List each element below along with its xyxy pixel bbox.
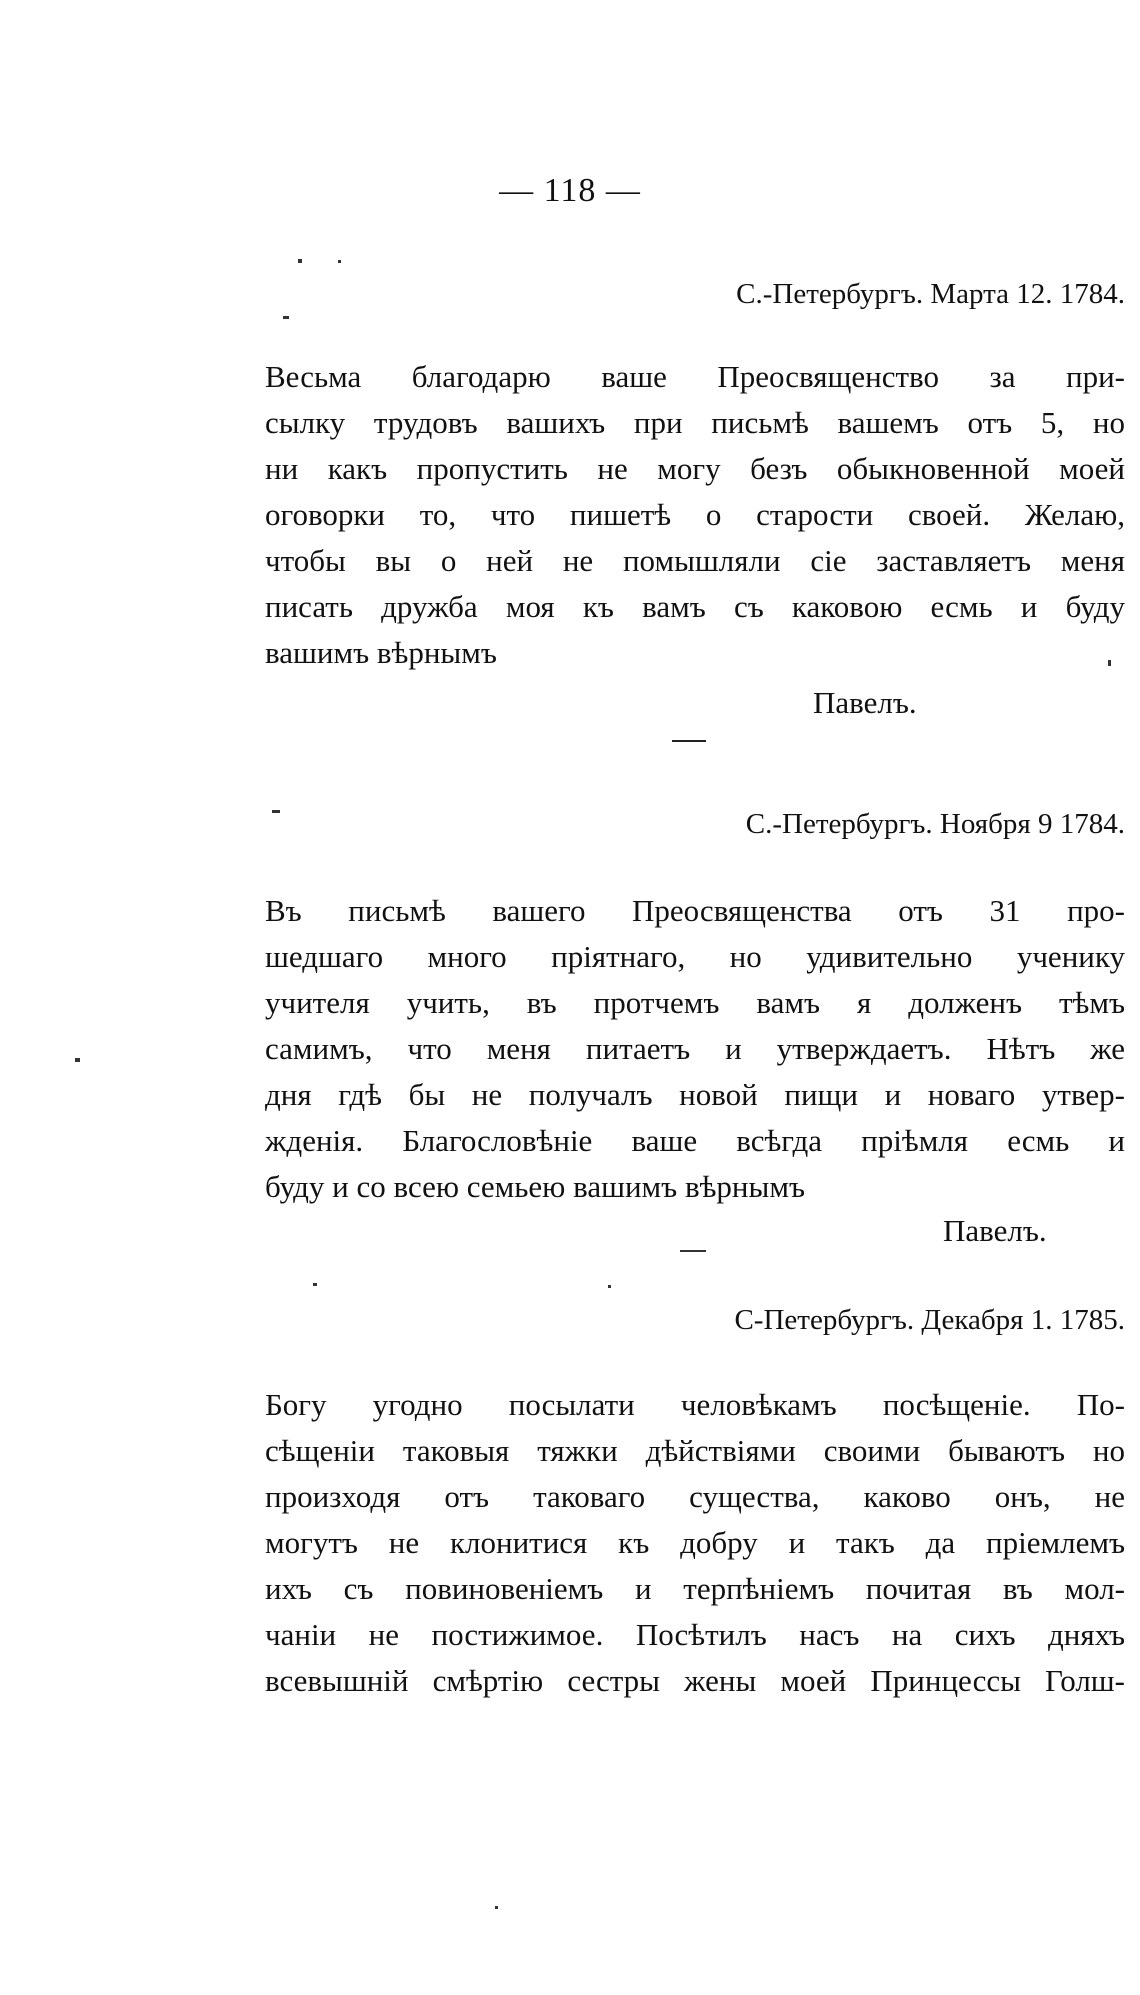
text-line: чтобы вы о ней не помышляли сіе заставляетъ меня	[265, 543, 1125, 578]
text-line: сѣщеніи таковыя тяжки дѣйствіями своими бываютъ но	[265, 1433, 1125, 1468]
letter-dateline: С-Петербургъ. Декабря 1. 1785.	[734, 1304, 1125, 1336]
signature: Павелъ.	[943, 1213, 1047, 1248]
letter-body	[265, 354, 1125, 676]
text-line: учителя учить, въ протчемъ вамъ я долженъ тѣмъ	[265, 985, 1125, 1020]
signature: Павелъ.	[813, 685, 917, 720]
letter-1	[265, 272, 1125, 726]
text-line: Въ письмѣ вашего Преосвященства отъ 31 про-	[265, 893, 1125, 928]
text-line: писать дружба моя къ вамъ съ каковою есмь и буду	[265, 589, 1125, 624]
text-line: сылку трудовъ вашихъ при письмѣ вашемъ отъ 5, но	[265, 405, 1125, 440]
page-number: — 118 —	[499, 172, 641, 209]
text-line: ихъ съ повиновеніемъ и терпѣніемъ почитая въ мол-	[265, 1571, 1125, 1606]
letter-body	[265, 888, 1125, 1210]
letter-2	[265, 802, 1125, 1254]
text-line: могутъ не клонитися къ добру и такъ да пріемлемъ	[265, 1525, 1125, 1560]
text-line: дня гдѣ бы не получалъ новой пищи и новаго утвер-	[265, 1077, 1125, 1112]
letter-body	[265, 1382, 1125, 1704]
letter-3	[265, 1298, 1125, 1704]
print-speck	[283, 316, 289, 319]
text-line: буду и со всею семьею вашимъ вѣрнымъ	[265, 1169, 805, 1204]
text-line: жденія. Благословѣніе ваше всѣгда пріѣмля есмь и	[265, 1123, 1125, 1158]
text-line: шедшаго много пріятнаго, но удивительно ученику	[265, 939, 1125, 974]
text-line: произходя отъ таковаго существа, каково онъ, не	[265, 1479, 1125, 1514]
print-speck	[338, 260, 341, 263]
print-speck	[272, 810, 280, 813]
print-speck	[298, 259, 302, 263]
text-line: Весьма благодарю ваше Преосвященство за при-	[265, 359, 1125, 394]
text-line: ни какъ пропустить не могу безъ обыкновенной моей	[265, 451, 1125, 486]
text-line: самимъ, что меня питаетъ и утверждаетъ. Нѣтъ же	[265, 1031, 1125, 1066]
text-line: оговорки то, что пишетѣ о старости своей. Желаю,	[265, 497, 1125, 532]
print-speck	[75, 1058, 80, 1062]
text-line: вашимъ вѣрнымъ	[265, 635, 497, 670]
letter-dateline: С.-Петербургъ. Марта 12. 1784.	[736, 278, 1125, 310]
text-line: чаніи не постижимое. Посѣтилъ насъ на сихъ дняхъ	[265, 1617, 1125, 1652]
text-line: Богу угодно посылати человѣкамъ посѣщеніе. По-	[265, 1387, 1125, 1422]
print-speck	[680, 1250, 706, 1252]
print-speck	[608, 1285, 611, 1288]
print-speck	[313, 1283, 317, 1286]
print-speck	[1108, 660, 1111, 666]
print-speck	[495, 1906, 498, 1909]
letter-dateline: С.-Петербургъ. Ноября 9 1784.	[745, 808, 1125, 840]
text-line: всевышній смѣртію сестры жены моей Принцессы Голш-	[265, 1663, 1125, 1698]
section-divider	[672, 740, 706, 742]
